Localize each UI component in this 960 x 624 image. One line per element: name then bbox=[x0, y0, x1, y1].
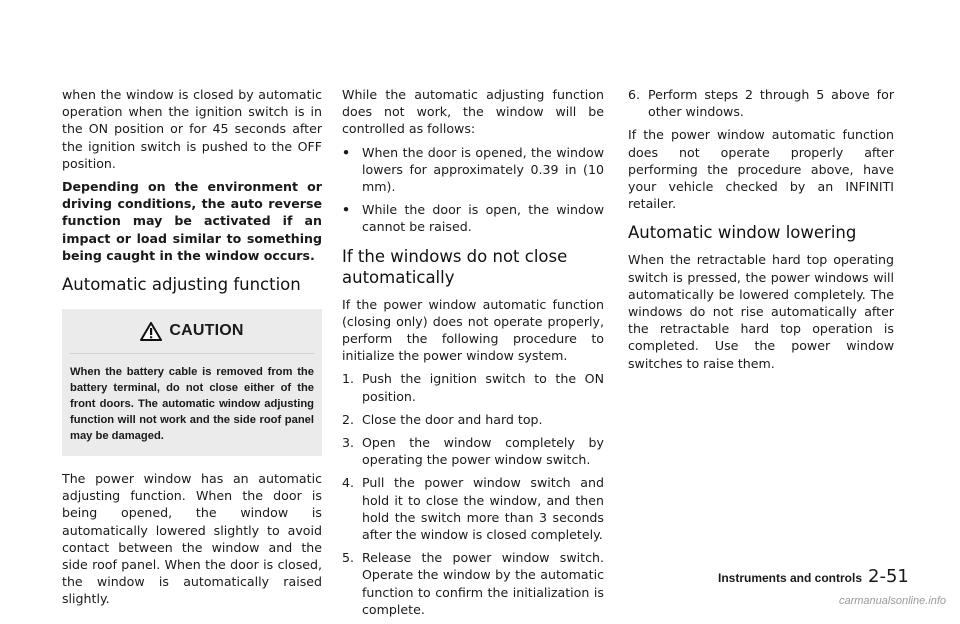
step-text: Open the window completely by operating the power window switch. bbox=[362, 435, 604, 468]
step-number: 5. bbox=[342, 550, 355, 566]
warning-triangle-icon bbox=[140, 322, 162, 341]
bullet-item bbox=[342, 201, 604, 235]
caution-header bbox=[62, 309, 322, 353]
step-number: 6. bbox=[628, 87, 641, 102]
page-number: 2-51 bbox=[868, 566, 909, 587]
paragraph: If the power window automatic function does not operate properly after performing the procedure above, have your vehicle checked by an INFINITI retailer. bbox=[628, 127, 894, 212]
watermark: carmanualsonline.info bbox=[838, 595, 946, 607]
bullet-dot-icon: • bbox=[342, 144, 351, 160]
heading-window-lowering: Automatic window lowering bbox=[628, 223, 857, 243]
heading-windows-not-close: If the windows do not close automatically bbox=[342, 246, 568, 287]
step-text: Perform steps 2 through 5 above for other windows. bbox=[648, 87, 894, 120]
step-item bbox=[628, 86, 894, 120]
step-item bbox=[342, 549, 604, 618]
paragraph: The power window has an automatic adjusting function. When the door is being opened, the window is automatically lowered slightly to avoid contact between the window and the side roof panel. When the door is closed, the window is automatically raised slightly. bbox=[62, 471, 322, 607]
step-text: Close the door and hard top. bbox=[362, 411, 543, 427]
step-number: 2. bbox=[342, 411, 355, 427]
bullet-text: While the door is open, the window cannot be raised. bbox=[362, 202, 604, 235]
column-3 bbox=[628, 86, 894, 378]
column-2 bbox=[342, 86, 604, 624]
step-number: 4. bbox=[342, 475, 355, 491]
step-text: Pull the power window switch and hold it to close the window, and then hold the switch more than 3 seconds after the window is closed completely. bbox=[362, 475, 604, 543]
caution-box bbox=[62, 309, 322, 456]
page-footer bbox=[718, 566, 909, 587]
step-item bbox=[342, 370, 604, 404]
column-1 bbox=[62, 86, 322, 614]
caution-text: When the battery cable is removed from the battery terminal, do not close either of the front doors. The automatic window adjusting function will not work and the side roof panel may be damaged. bbox=[70, 353, 314, 444]
heading-automatic-adjusting: Automatic adjusting function bbox=[62, 275, 301, 295]
bullet-item bbox=[342, 144, 604, 196]
bullet-text: When the door is opened, the window lowers for approximately 0.39 in (10 mm). bbox=[362, 144, 604, 195]
paragraph-bold: Depending on the environment or driving conditions, the auto reverse function may be activated if an impact or load similar to something being caught in the window occurs. bbox=[62, 179, 322, 263]
step-item bbox=[342, 434, 604, 468]
paragraph: when the window is closed by automatic operation when the ignition switch is in the ON position or for 45 seconds after the ignition switch is pushed to the OFF position. bbox=[62, 87, 322, 171]
caution-title: CAUTION bbox=[169, 322, 244, 340]
step-item bbox=[342, 411, 604, 428]
step-number: 3. bbox=[342, 435, 355, 451]
section-title: Instruments and controls bbox=[718, 571, 863, 585]
step-number: 1. bbox=[342, 371, 355, 387]
paragraph: While the automatic adjusting function does not work, the window will be controlled as follows: bbox=[342, 87, 604, 137]
paragraph: When the retractable hard top operating switch is pressed, the power windows will automatically be lowered completely. The windows do not rise automatically after the retractable hard top operation is completed. Use the power window switches to raise them. bbox=[628, 252, 894, 371]
paragraph: If the power window automatic function (closing only) does not operate properly, perform the following procedure to initialize the power window system. bbox=[342, 296, 604, 364]
step-text: Push the ignition switch to the ON position. bbox=[362, 371, 604, 404]
step-text: Release the power window switch. Operate the window by the automatic function to confirm the initialization is complete. bbox=[362, 550, 604, 617]
bullet-dot-icon: • bbox=[342, 202, 351, 218]
step-item bbox=[342, 474, 604, 543]
